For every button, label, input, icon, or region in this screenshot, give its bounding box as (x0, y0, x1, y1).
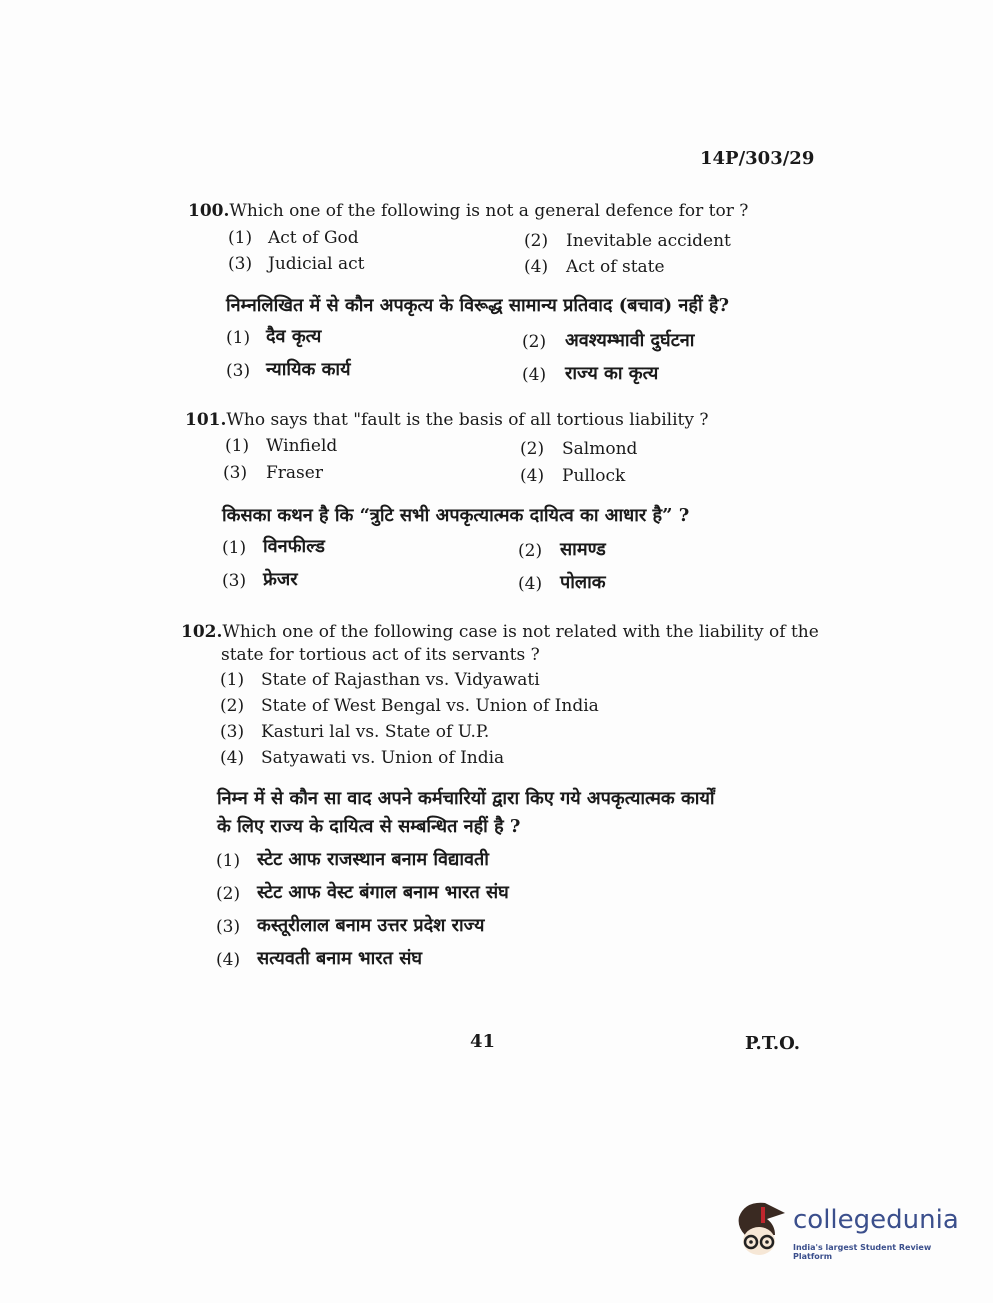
question-text: Which one of the following case is not related with the liability of the (222, 622, 819, 642)
option-text: Kasturi lal vs. State of U.P. (261, 722, 490, 742)
option-number: (1) (228, 228, 253, 248)
option-text: सत्यवती बनाम भारत संघ (257, 948, 422, 969)
option-text: विनफील्ड (263, 536, 325, 557)
option-text: Pullock (562, 466, 626, 486)
question-number: 102. (181, 622, 223, 642)
question-text: Who says that "fault is the basis of all tortious liability ? (226, 410, 709, 430)
mascot-icon (735, 1195, 791, 1261)
question-text: Which one of the following is not a general defence for tor ? (229, 201, 749, 221)
option-text: Satyawati vs. Union of India (261, 748, 505, 768)
option-text: State of Rajasthan vs. Vidyawati (261, 670, 540, 690)
option-text: Inevitable accident (566, 231, 731, 251)
option-number: (2) (520, 439, 545, 459)
option-number: (3) (223, 463, 248, 483)
pto-label: P.T.O. (745, 1033, 801, 1054)
option-number: (4) (524, 257, 549, 277)
option-number: (2) (220, 696, 245, 716)
option-number: (4) (518, 574, 543, 594)
option-number: (1) (222, 538, 247, 558)
option-text: राज्य का कृत्य (565, 363, 659, 384)
option-text: दैव कृत्य (266, 326, 322, 347)
option-text: Act of God (268, 228, 359, 248)
option-number: (1) (220, 670, 245, 690)
question-102 (181, 624, 819, 641)
question-text-hindi-continued: के लिए राज्य के दायित्व से सम्बन्धित नहीं है ? (217, 816, 521, 837)
option-text: Act of state (566, 257, 665, 277)
option-number: (2) (524, 231, 549, 251)
option-text: स्टेट आफ राजस्थान बनाम विद्यावती (257, 849, 489, 870)
question-101 (185, 412, 708, 429)
question-text-hindi: किसका कथन है कि “त्रुटि सभी अपकृत्यात्मक दायित्व का आधार है” ? (222, 505, 690, 526)
question-number: 101. (185, 410, 227, 430)
option-text: पोलाक (560, 572, 606, 593)
option-text: Judicial act (268, 254, 365, 274)
option-number: (1) (216, 851, 241, 871)
question-text-hindi: निम्न में से कौन सा वाद अपने कर्मचारियों द्वारा किए गये अपकृत्यात्मक कार्यों (217, 788, 715, 809)
option-number: (4) (520, 466, 545, 486)
option-number: (2) (216, 884, 241, 904)
option-text: कस्तूरीलाल बनाम उत्तर प्रदेश राज्य (257, 915, 485, 936)
option-number: (4) (216, 950, 241, 970)
question-number: 100. (188, 201, 230, 221)
option-number: (2) (522, 332, 547, 352)
option-text: सामण्ड (560, 539, 606, 560)
option-number: (4) (220, 748, 245, 768)
option-text: अवश्यम्भावी दुर्घटना (565, 330, 695, 351)
option-text: State of West Bengal vs. Union of India (261, 696, 599, 716)
question-text-continued: state for tortious act of its servants ? (221, 645, 540, 665)
brand-tagline: India's largest Student Review Platform (793, 1243, 932, 1261)
option-number: (1) (225, 436, 250, 456)
paper-code: 14P/303/29 (700, 148, 815, 169)
question-100 (188, 203, 748, 220)
option-number: (3) (216, 917, 241, 937)
option-number: (3) (222, 571, 247, 591)
option-text: फ्रेजर (263, 569, 298, 590)
collegedunia-watermark (735, 1195, 965, 1265)
option-text: Winfield (266, 436, 338, 456)
option-text: न्यायिक कार्य (266, 359, 351, 380)
option-number: (4) (522, 365, 547, 385)
option-number: (1) (226, 328, 251, 348)
brand-name: collegedunia (793, 1205, 959, 1235)
option-text: स्टेट आफ वेस्ट बंगाल बनाम भारत संघ (257, 882, 509, 903)
option-number: (3) (228, 254, 253, 274)
option-number: (3) (220, 722, 245, 742)
question-text-hindi: निम्नलिखित में से कौन अपकृत्य के विरूद्ध सामान्य प्रतिवाद (बचाव) नहीं है? (226, 295, 730, 316)
option-number: (3) (226, 361, 251, 381)
page-number: 41 (470, 1031, 496, 1052)
option-text: Fraser (266, 463, 323, 483)
option-text: Salmond (562, 439, 638, 459)
option-number: (2) (518, 541, 543, 561)
